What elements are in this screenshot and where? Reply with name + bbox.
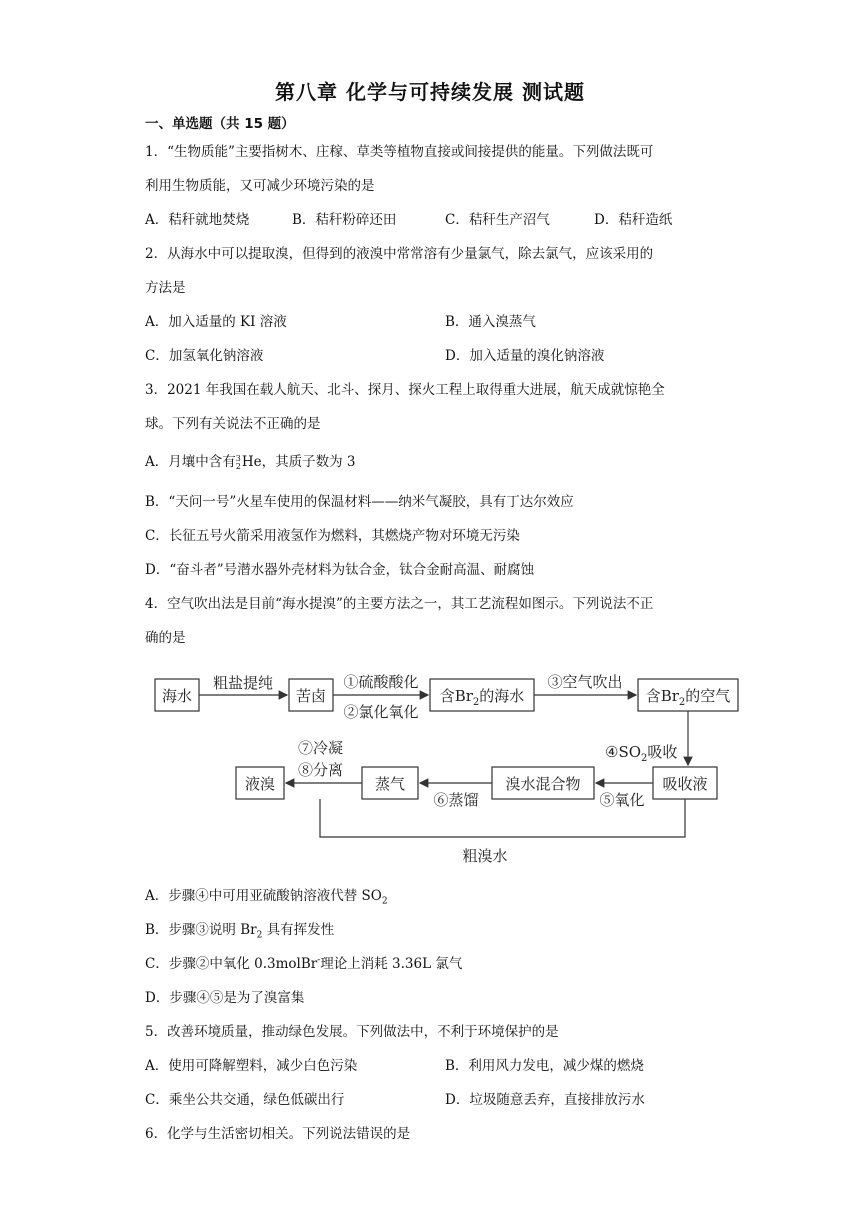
- label-step7: ⑦冷凝: [298, 739, 344, 757]
- label-step1: ①硫酸酸化: [343, 673, 419, 691]
- label-step4: $④SO_2$吸收: [605, 743, 678, 764]
- label-seawater: 海水: [161, 687, 193, 705]
- q5-stem-line1: 5．改善环境质量，推动绿色发展。下列做法中，不利于环境保护的是: [145, 1024, 559, 1040]
- q1-option-b: B．秸秆粉碎还田: [292, 212, 397, 228]
- q4-stem-line2: 确的是: [145, 630, 186, 646]
- q1-stem-line1: 1．“生物质能”主要指树木、庄稼、草类等植物直接或间接提供的能量。下列做法既可: [145, 144, 654, 160]
- q1-stem-line2: 利用生物质能，又可减少环境污染的是: [145, 178, 375, 194]
- q2-option-c: C．加氢氧化钠溶液: [145, 348, 264, 364]
- q3-stem-line2: 球。下列有关说法不正确的是: [145, 416, 321, 432]
- q4-option-b: B．步骤③说明 $Br_2$ 具有挥发性: [145, 922, 335, 941]
- label-bittern: 苦卤: [295, 687, 327, 705]
- isotope-notation: 3 2: [235, 453, 241, 471]
- q5-option-d: D．垃圾随意丢弃，直接排放污水: [445, 1092, 645, 1108]
- label-step2: ②氯化氧化: [343, 703, 419, 721]
- label-step6: ⑥蒸馏: [433, 791, 479, 809]
- bromine-extraction-flowchart: [150, 665, 750, 870]
- q1-option-a: A．秸秆就地焚烧: [145, 212, 250, 228]
- q3-option-a-text: A．月壤中含有: [145, 454, 236, 470]
- q5-option-b: B．利用风力发电，减少煤的燃烧: [445, 1058, 644, 1074]
- label-step3: ③空气吹出: [547, 673, 623, 691]
- q5-option-a: A．使用可降解塑料，减少白色污染: [145, 1058, 358, 1074]
- q2-stem-line2: 方法是: [145, 280, 186, 296]
- q3-option-b: B．“天问一号”火星车使用的保温材料——纳米气凝胶，具有丁达尔效应: [145, 494, 574, 510]
- q1-option-d: D．秸秆造纸: [594, 212, 673, 228]
- q2-stem-line1: 2．从海水中可以提取溴，但得到的液溴中常常溶有少量氯气，除去氯气，应该采用的: [145, 246, 654, 262]
- label-crude: 粗溴水: [462, 847, 508, 865]
- label-absorb: 吸收液: [662, 775, 708, 793]
- q3-stem-line1: 3．2021 年我国在载人航天、北斗、探月、探火工程上取得重大进展，航天成就惊艳全: [145, 382, 665, 398]
- q3-option-d: D．“奋斗者”号潜水器外壳材料为钛合金，钛合金耐高温、耐腐蚀: [145, 562, 535, 578]
- label-step-salt: 粗盐提纯: [212, 674, 274, 692]
- q3-option-a: A．月壤中含有3 2He，其质子数为 3: [145, 453, 356, 471]
- q2-option-b: B．通入溴蒸气: [445, 314, 536, 330]
- q6-stem-line1: 6．化学与生活密切相关。下列说法错误的是: [145, 1126, 411, 1142]
- q2-option-a: A．加入适量的 KI 溶液: [145, 314, 287, 330]
- q4-option-d: D．步骤④⑤是为了溴富集: [145, 990, 305, 1006]
- q3-option-c: C．长征五号火箭采用液氢作为燃料，其燃烧产物对环境无污染: [145, 528, 520, 544]
- label-br2-air: 含$Br_2$的空气: [645, 687, 731, 708]
- section-heading: 一、单选题（共 15 题）: [145, 116, 295, 132]
- q2-option-d: D．加入适量的溴化钠溶液: [445, 348, 605, 364]
- label-step5: ⑤氧化: [599, 791, 645, 809]
- q4-option-a: A．步骤④中可用亚硫酸钠溶液代替 $SO_2$: [145, 888, 388, 907]
- q4-option-c: C．步骤②中氧化 0.3molBr-理论上消耗 3.36L 氯气: [145, 955, 463, 972]
- label-step8: ⑧分离: [298, 761, 344, 779]
- label-br2-seawater: 含$Br_2$的海水: [439, 687, 525, 708]
- q5-option-c: C．乘坐公共交通，绿色低碳出行: [145, 1092, 345, 1108]
- q4-stem-line1: 4．空气吹出法是目前“海水提溴”的主要方法之一，其工艺流程如图示。下列说法不正: [145, 596, 654, 612]
- label-liquid-bromine: 液溴: [244, 775, 276, 793]
- label-vapor: 蒸气: [374, 775, 406, 793]
- label-mixture: 溴水混合物: [505, 775, 581, 793]
- q1-option-c: C．秸秆生产沼气: [445, 212, 550, 228]
- page-title: 第八章 化学与可持续发展 测试题: [275, 80, 585, 104]
